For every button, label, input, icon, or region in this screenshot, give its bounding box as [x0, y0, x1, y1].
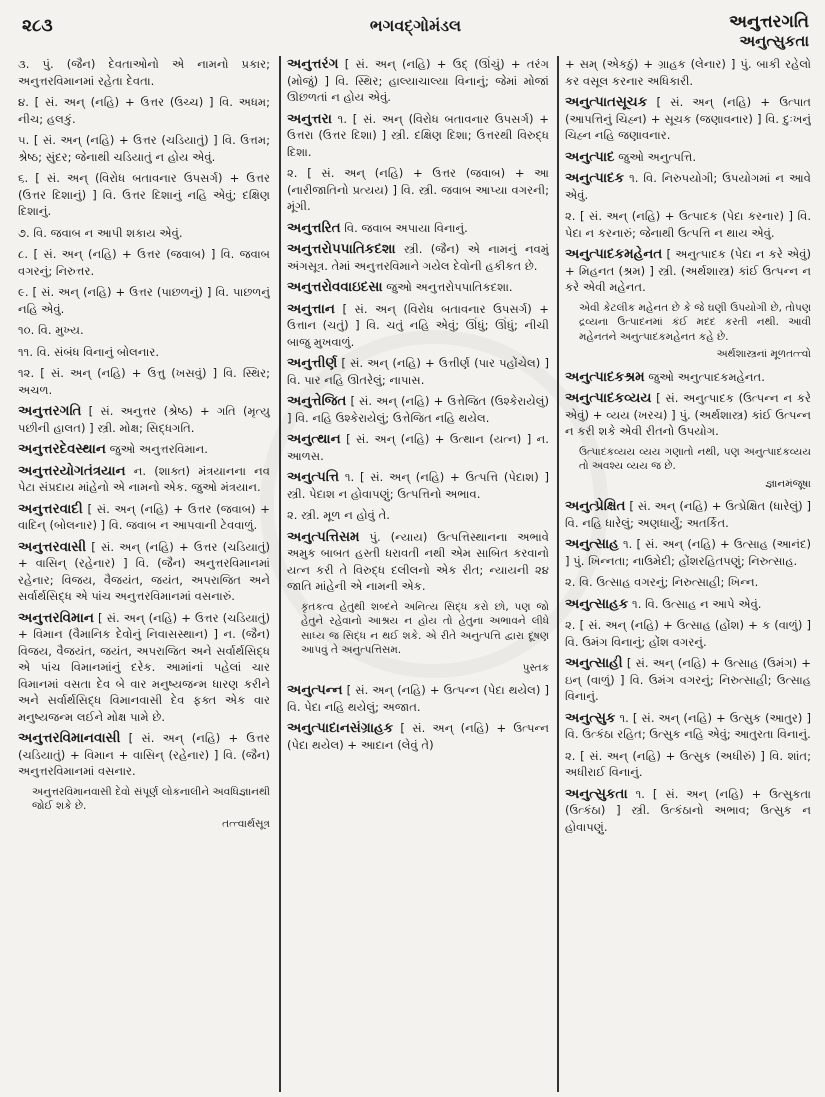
- dictionary-entry: [565, 536, 811, 569]
- quote-source: જ્ઞાનમંજૂષા: [765, 477, 811, 490]
- dictionary-entry: [18, 132, 270, 165]
- definition: ૪. [ સં. અન્ (નહિ) + ઉત્તર (ઉચ્ચ) ] વિ. અધમ; નીચ; હલકું.: [18, 95, 270, 126]
- page-number: ૨૮૩: [22, 16, 53, 36]
- quote-source: અર્થશાસ્ત્રનાં મૂળતત્ત્વો: [716, 348, 811, 360]
- definition: ૭. વિ. જવાબ ન આપી શકાય એવું.: [18, 225, 183, 240]
- dictionary-entry: [287, 355, 549, 388]
- dictionary-entry: [18, 56, 270, 89]
- definition: [ સં. અનુત્પાદક (ઉત્પન્ન ન કરે એવું) + વ્યય (ખરચ) ] પું. (અર્થશાસ્ત્ર) કાંઈ ઉત્પન્ન ન કરી શકે એવી રીતનો ઉપયોગ.: [565, 391, 811, 438]
- column-left: [18, 56, 270, 1092]
- dictionary-entry: [287, 220, 549, 237]
- usage-quote: કૃતકત્વ હેતુથી શબ્દને અનિત્ય સિદ્ધ કરો છો, પણ જો હેતુને રહેવાનો આશ્રય ન હોય તો હેતુના અભાવને લીધે સાધ્ય જ સિદ્ધ ન થઈ શકે. એ રીતે અનુત્પત્તિ દ્વારા દૂષણ આપવું તે અનુત્પત્તિસમ.: [301, 600, 549, 656]
- dictionary-entry: [287, 165, 549, 215]
- definition: [ સં. અન્ (નહિ) + ઉત્તીર્ણ (પાર પહોંચેલ) ] વિ. પાર નહિ ઊતરેલું; નાપાસ.: [287, 356, 549, 387]
- definition: ૮. [ સં. અન્ (નહિ) + ઉત્તર (જવાબ) ] વિ. જવાબ વગરનું; નિરુત્તર.: [18, 247, 270, 278]
- dictionary-entry: [565, 208, 811, 241]
- definition: [ સં. અન્ (નહિ) + ઉત્તેજિત (ઉશ્કેરાયેલું) ] વિ. નહિ ઉશ્કેરાયેલું; ઉત્તેજિત નહિ થયેલ.: [287, 394, 549, 425]
- definition: [ સં. અન્ (નહિ) + ઉત્પન્ન (પેદા થયેલ) ] વિ. પેદા નહિ થયેલું; અજાત.: [287, 683, 549, 714]
- definition: [ સં. અન્ (નહિ) + ઉત્તર (ચડિયાતું) + વિમાન + વાસિન્ (રહેનાર) ] વિ. (જૈન) અનુત્તરવિમાનમાં વસનાર.: [18, 731, 270, 778]
- headword: અનુત્તરંગ: [287, 56, 339, 72]
- dictionary-entry: [287, 111, 549, 161]
- dictionary-entry: [18, 610, 270, 726]
- dictionary-entry: [287, 56, 549, 106]
- dictionary-entry: [565, 617, 811, 650]
- headword: અનુત્સુકતા: [565, 785, 628, 802]
- headword: અનુત્તીર્ણ: [287, 355, 338, 371]
- headword: અનુત્પાદક: [565, 170, 625, 186]
- definition: ૧૧. વિ. સંબંધ વિનાનું બોલનાર.: [18, 344, 160, 359]
- dictionary-entry: [565, 748, 811, 781]
- headword: અનુત્તરોવવાઇદસા: [287, 279, 383, 295]
- dictionary-entry: [287, 469, 549, 502]
- headword: અનુત્તરવિમાનવાસી: [18, 730, 121, 746]
- definition: ૨. સ્ત્રી. મૂળ ન હોવું તે.: [287, 508, 390, 522]
- dictionary-entry: [18, 463, 270, 496]
- headword: અનુત્સુક: [565, 709, 616, 726]
- dictionary-entry: [287, 529, 549, 595]
- dictionary-entry: [18, 403, 270, 436]
- headword: અનુત્તરવિમાન: [18, 609, 94, 626]
- dictionary-entry: [565, 498, 811, 531]
- definition: ૧૨. [ સં. અન્ (નહિ) + ઉત્તુ (ખસવું) ] વિ. સ્થિર; અચળ.: [18, 366, 270, 397]
- headword: અનુત્તાન: [287, 300, 335, 317]
- column-divider: [279, 56, 281, 1092]
- dictionary-entry: [565, 574, 811, 591]
- definition: ૫. [ સં. અન્ (નહિ) + ઉત્તર (ચડિયાતું) ] વિ. ઉત્તમ; શ્રેષ્ઠ; સુંદર; જેનાથી ચડિયાતું ન હોય એવું.: [18, 133, 270, 164]
- dictionary-entry: [18, 94, 270, 127]
- definition: [ સં. અન્ (નહિ) + ઉત્થાન (યત્ન) ] ન. આળસ.: [287, 432, 549, 463]
- definition: જુઓ અનુત્તરવિમાન.: [109, 442, 208, 456]
- dictionary-entry: [18, 501, 270, 534]
- definition: [ સં. અન્ (નહિ) + ઉદ્ (ઊંચું) + તરંગ (મોજું) ] વિ. સ્થિર; હાલ્યાચાલ્યા વિનાનું; જેમાં મોજાં ઊછળતાં ન હોય એવું.: [287, 57, 549, 104]
- dictionary-entry: [18, 284, 270, 317]
- headword: અનુત્પાદકમહેનત: [565, 246, 663, 262]
- quote-source: તત્ત્વાર્થસૂત્ર: [222, 817, 270, 830]
- definition: વિ. જવાબ અપાયા વિનાનું.: [344, 220, 468, 235]
- dictionary-entry: [287, 279, 549, 296]
- definition: ન. (શાક્ત) મંત્રયાનના નવ પેટા સંપ્રદાય માંહેનો એ નામનો એક. જુઓ મંત્રયાન.: [18, 463, 270, 494]
- usage-quote: અનુત્તરવિમાનવાસી દેવો સંપૂર્ણ લોકનાલીને અવધિજ્ઞાનથી જોઈ શકે છે.: [32, 785, 270, 812]
- headword: અનુત્તરયોગતંત્રયાન: [18, 462, 126, 479]
- dictionary-entry: [565, 56, 811, 89]
- dictionary-entry: [287, 393, 549, 426]
- definition: [ સં. અન્ (નહિ) + ઉત્પ્રેક્ષિત (ધારેલું) ] વિ. નહિ ધારેલું; અણધાર્યું; અતર્કિત.: [565, 499, 811, 530]
- definition: ૩. પું. (જૈન) દેવતાઓનો એ નામનો પ્રકાર; અનુત્તરવિમાનમાં રહેતા દેવતા.: [18, 57, 270, 88]
- definition: ૯. [ સં. અન્ (નહિ) + ઉત્તર (પાછળનું) ] વિ. પાછળનું નહિ એવું.: [18, 285, 270, 316]
- definition: [ સં. અન્ (નહિ) + ઉત્પાત (આપત્તિનું ચિહ્ન) + સૂચક (જણાવનાર) ] વિ. દુઃખનું ચિહ્ન નહિ જણાવનાર.: [565, 95, 811, 142]
- definition: ૬. [ સં. અન્ (વિરોધ બતાવનાર ઉપસર્ગ) + ઉત્તર (ઉત્તર દિશાનું) ] વિ. ઉત્તર દિશાનું નહિ એવું; દક્ષિણ દિશાનું.: [18, 171, 270, 218]
- column-middle: [287, 56, 549, 1092]
- headword: અનુત્પાદાનસંગ્રાહક: [287, 720, 394, 736]
- headword: અનુત્પત્તિ: [287, 469, 340, 485]
- headword: અનુત્તરવાસી: [18, 538, 87, 555]
- headword: અનુત્પાદ: [565, 148, 615, 165]
- headword: અનુત્તરા: [287, 110, 332, 127]
- usage-quote: એવી કેટલીક મહેનત છે કે જે ઘણી ઉપયોગી છે, તોપણ દ્રવ્યના ઉત્પાદનમાં કંઈ મદદ કરતી નથી. આવી મહેનતને અનુત્પાદકમહેનત કહે છે.: [579, 301, 811, 343]
- definition: ૧૦. વિ. મુખ્ય.: [18, 323, 84, 337]
- headword: અનુત્પાદકશ્રમ: [565, 368, 645, 385]
- dictionary-entry: [18, 322, 270, 339]
- definition: + સમ્ (એકઠું) + ગ્રાહક (લેનાર) ] પું. બાકી રહેલો કર વસૂલ કરનાર અધિકારી.: [565, 57, 811, 88]
- definition: ૨. [ સં. અન્ (નહિ) + ઉત્તર (જવાબ) + આ (નારીજાતિનો પ્રત્યય) ] વિ. સ્ત્રી. જવાબ આપ્યા વગરની; મૂંગી.: [287, 166, 549, 213]
- dictionary-entry: [565, 710, 811, 743]
- definition: જુઓ અનુત્પત્તિ.: [618, 149, 697, 164]
- dictionary-entry: [565, 246, 811, 296]
- definition: [ સં. અન્ (વિરોધ બતાવનાર ઉપસર્ગ) + ઉત્તાન (ચતું) ] વિ. ચતું નહિ એવું; ઊંધું; ઊંધું; નીચી બાજુ મુખવાળું.: [287, 301, 549, 349]
- definition: ૧. વિ. નિરુપયોગી; ઉપયોગમાં ન આવે એવું.: [565, 171, 811, 202]
- definition: [ સં. અન્ (નહિ) + ઉત્તર (જવાબ) + વાદિન્ (બોલનાર) ] વિ. જવાબ ન આપવાની ટેવવાળું.: [18, 501, 270, 532]
- headword: અનુત્તેજિત: [287, 393, 347, 409]
- dictionary-entry: [287, 682, 549, 715]
- dictionary-entry: [18, 246, 270, 279]
- dictionary-entry: [18, 730, 270, 780]
- dictionary-entry: [287, 431, 549, 464]
- guide-word-first: અનુત્તરગતિ: [729, 12, 809, 32]
- headword: અનુત્તરિત: [287, 219, 341, 236]
- definition: [ સં. અન્ (નહિ) + ઉત્તર (ચડિયાતું) + વાસિન્ (રહેનાર) ] વિ. (જૈન) અનુત્તરવિમાનમાં રહેનાર; વિજય, વૈજયંત, જયંત, અપરાજિત અને સર્વાર્થસિદ્ધ એ પાંચ અનુત્તરવિમાનમાં વસનારું.: [18, 539, 270, 603]
- dictionary-entry: [18, 344, 270, 361]
- headword: અનુત્સાહક: [565, 595, 629, 612]
- usage-quote: ઉત્પાદકવ્યય વ્યય ગણાતો નથી, પણ અનુત્પાદકવ્યય તો અવશ્ય વ્યય જ છે.: [579, 445, 811, 472]
- guide-word-last: અનુત્સુકતા: [739, 32, 809, 50]
- dictionary-entry: [565, 170, 811, 203]
- definition: [ સં. અનુત્તર (શ્રેષ્ઠ) + ગતિ (મૃત્યુ પછીની હાલત) ] સ્ત્રી. મોક્ષ; સિદ્ધગતિ.: [18, 404, 270, 435]
- dictionary-entry: [18, 170, 270, 220]
- definition: ૨. [ સં. અન્ (નહિ) + ઉત્સાહ (હોંશ) + ક (વાળું) ] વિ. ઉમંગ વિનાનું; હોંશ વગરનું.: [565, 618, 811, 649]
- headword: અનુત્પ્રેક્ષિત: [565, 498, 626, 514]
- dictionary-entry: [565, 786, 811, 836]
- headword: અનુત્તરવાદી: [18, 500, 83, 517]
- definition: પું. (ન્યાય) ઉત્પત્તિસ્થાનના અભાવે અમુક બાબત હસ્તી ધરાવતી નથી એમ સાબિત કરવાનો યત્ન કરી તે વિરુદ્ધ દલીલનો એક રીત; ન્યાયની ૨૪ જાતિ માંહેની એ નામની એક.: [287, 529, 549, 593]
- dictionary-entry: [565, 94, 811, 144]
- headword: અનુત્પન્ન: [287, 682, 343, 698]
- dictionary-entry: [18, 539, 270, 605]
- dictionary-entry: [565, 596, 811, 613]
- dictionary-entry: [18, 441, 270, 458]
- definition: [ અનુત્પાદક (પેદા ન કરે એવું) + મિહનત (શ્રમ) ] સ્ત્રી. (અર્થશાસ્ત્ર) કાંઈ ઉત્પન્ન ન કરે એવી મહેનત.: [565, 247, 811, 294]
- column-right: [565, 56, 811, 1092]
- definition: ૧. [ સં. અન્ (નહિ) + ઉત્સુકતા (ઉત્કંઠા) ] સ્ત્રી. ઉત્કંઠાનો અભાવ; ઉત્સુક ન હોવાપણું.: [565, 786, 811, 834]
- headword: અનુત્તરોપપાતિકદશા: [287, 241, 396, 257]
- definition: [ સં. અન્ (નહિ) + ઉત્તર (ચડિયાતું) + વિમાન (વૈમાનિક દેવોનું નિવાસસ્થાન) ] ન. (જૈન) વિજય, વૈજયંત, જયંત, અપરાજિત અને સર્વાર્થસિદ્ધ એ પાંચ વિમાનમાંનું દરેક. આમાંનાં પહેલાં ચાર વિમાનમાં વસતા દેવ બે વાર મનુષ્યજન્મ ધારણ કરીને અને સર્વાર્થસિદ્ધ વિમાનવાસી દેવ ફક્ત એક વાર મનુષ્યજન્મ લઈને મોક્ષ પામે છે.: [18, 610, 270, 724]
- headword: અનુત્તરદેવસ્થાન: [18, 441, 106, 457]
- dictionary-entry: [287, 241, 549, 274]
- definition: ૧. [ સં. અન્ (નહિ) + ઉત્સુક (આતુર) ] વિ. ઉત્કંઠા રહિત; ઉત્સુક નહિ એવું; આતુરતા વિનાનું.: [565, 710, 811, 741]
- dictionary-entry: [287, 507, 549, 524]
- definition: જુઓ અનુત્તરોપપાતિકદશા.: [386, 280, 513, 294]
- definition: સ્ત્રી. (જૈન) એ નામનું નવમું અંગસૂત્ર. તેમાં અનુત્તરવિમાને ગયેલ દેવોની હકીકત છે.: [287, 242, 549, 273]
- headword: અનુત્તરગતિ: [18, 403, 82, 419]
- dictionary-entry: [565, 149, 811, 166]
- definition: ૨. વિ. ઉત્સાહ વગરનું; નિરુત્સાહી; ખિન્ન.: [565, 575, 759, 589]
- definition: [ સં. અન્ (નહિ) + ઉત્સાહ (ઉમંગ) + ઇન્ (વાળું) ] વિ. ઉમંગ વગરનું; નિરુત્સાહી; ઉત્સાહ વિનાનું.: [565, 656, 811, 703]
- column-divider: [557, 56, 559, 1092]
- headword: અનુત્પાદકવ્યય: [565, 390, 652, 406]
- definition: [ સં. અન્ (નહિ) + ઉત્પન્ન (પેદા થયેલ) + આદાન (લેવું તે): [287, 721, 549, 752]
- dictionary-entry: [287, 301, 549, 351]
- dictionary-entry: [565, 390, 811, 440]
- headword: અનુત્સાહ: [565, 536, 619, 552]
- definition: ૨. [ સં. અન્ (નહિ) + ઉત્સુક (અધીરું) ] વિ. શાંત; અધીરાઈ વિનાનું.: [565, 748, 811, 779]
- headword: અનુત્થાન: [287, 431, 341, 447]
- quote-source: પુસ્તક: [522, 661, 549, 674]
- headword: અનુત્પાતસૂચક: [565, 94, 648, 110]
- definition: ૧. વિ. ઉત્સાહ ન આપે એવું.: [632, 596, 762, 611]
- definition: ૧. [ સં. અન્ (વિરોધ બતાવનાર ઉપસર્ગ) + ઉત્તરા (ઉત્તર દિશા) ] સ્ત્રી. દક્ષિણ દિશા; ઉત્તરથી વિરુદ્ધ દિશા.: [287, 111, 549, 159]
- definition: ૧. [ સં. અન્ (નહિ) + ઉત્સાહ (આનંદ) ] પું. ખિન્નતા; નાઉમેદી; હોંશરહિતપણું; નિરુત્સાહ.: [565, 537, 811, 568]
- page-header: [22, 10, 809, 50]
- dictionary-entry: [565, 369, 811, 386]
- dictionary-entry: [18, 225, 270, 242]
- dictionary-entry: [565, 655, 811, 705]
- dictionary-entry: [287, 720, 549, 753]
- headword: અનુત્સાહી: [565, 655, 623, 671]
- definition: જુઓ અનુત્પાદકમહેનત.: [648, 369, 765, 384]
- page-title: ભગવદ્ગોમંડલ: [369, 16, 462, 35]
- dictionary-entry: [18, 365, 270, 398]
- definition: ૨. [ સં. અન્ (નહિ) + ઉત્પાદક (પેદા કરનાર) ] વિ. પેદા ન કરનારું; જેનાથી ઉત્પત્તિ ન થાય એવું.: [565, 209, 811, 240]
- definition: ૧. [ સં. અન્ (નહિ) + ઉત્પત્તિ (પેદાશ) ] સ્ત્રી. પેદાશ ન હોવાપણું; ઉત્પત્તિનો અભાવ.: [287, 470, 549, 501]
- headword: અનુત્પત્તિસમ: [287, 528, 360, 545]
